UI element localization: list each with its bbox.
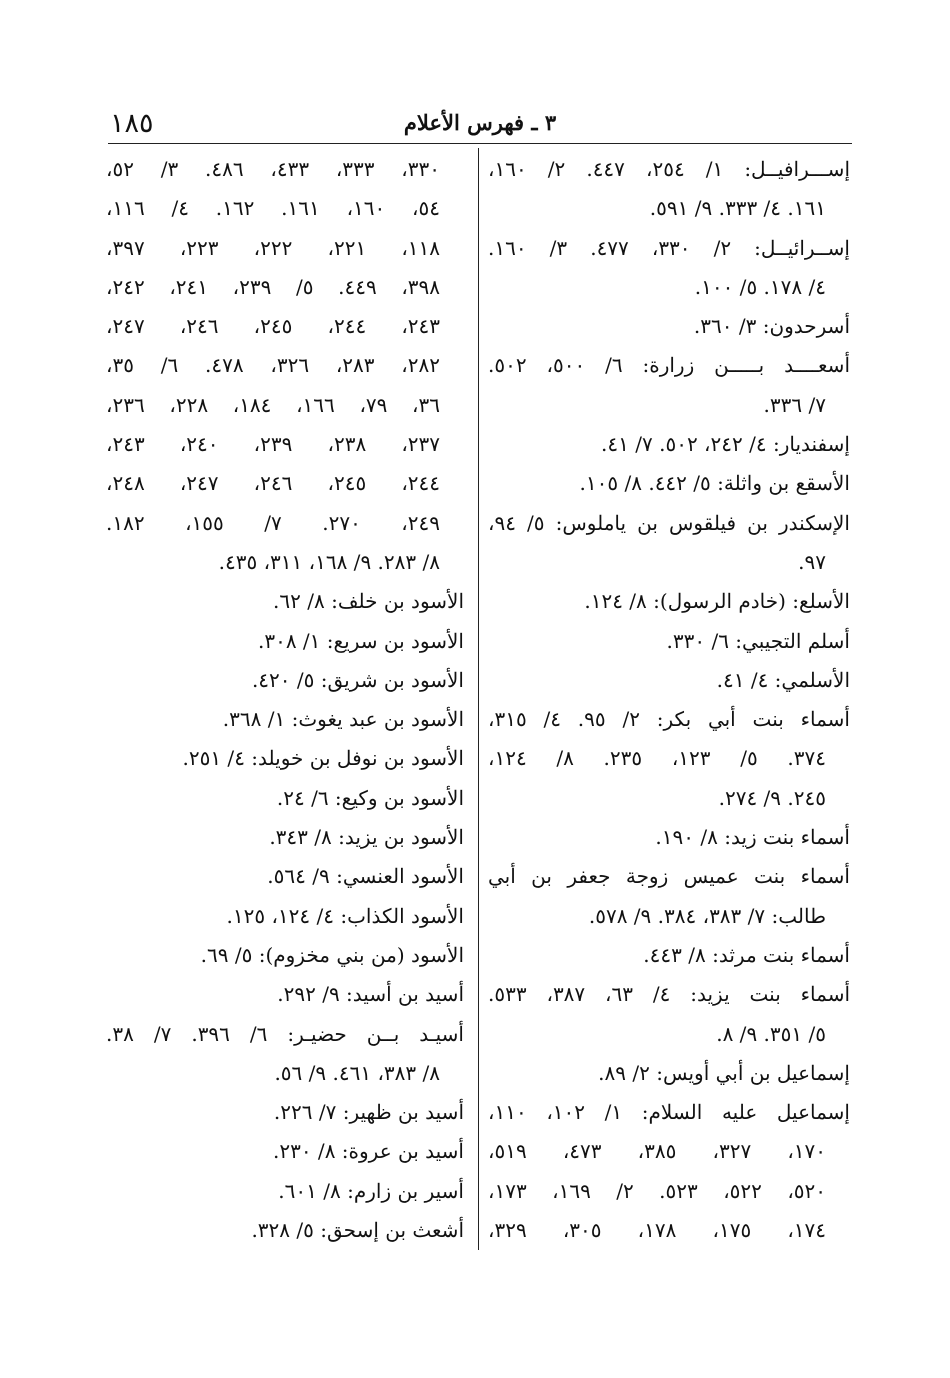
index-entry-continuation: ١٦١. ٤/ ٣٣٣. ٩/ ٥٩١.	[649, 196, 826, 221]
index-entry: الأسود بن خلف: ٨/ ٦٢.	[273, 589, 464, 614]
index-entry: أشعث بن إسحق: ٥/ ٣٢٨.	[251, 1218, 464, 1243]
index-entry-continuation: ٢٣٧، ٢٣٨، ٢٣٩، ٢٤٠، ٢٤٣،	[106, 432, 441, 457]
running-title: ٣ ـ فهرس الأعلام	[403, 110, 557, 135]
index-entry: أسعــــد بـــــن زرارة: ٦/ ٥٠٠، ٥٠٢.	[488, 353, 850, 378]
index-entry: الأسود بن شريق: ٥/ ٤٢٠.	[251, 667, 464, 692]
column-divider	[478, 148, 479, 1250]
index-entry-continuation: ٣٩٨، ٤٤٩. ٥/ ٢٣٩، ٢٤١، ٢٤٢،	[106, 274, 441, 299]
index-entry: أسماء بنت يزيد: ٤/ ٦٣، ٣٨٧، ٥٣٣.	[488, 982, 850, 1007]
index-entry: الإسكندر بن فيلقوس بن ياملوس: ٥/ ٩٤،	[488, 510, 850, 535]
header-rule	[108, 143, 852, 144]
index-entry-continuation: ٥٤، ١٦٠، ١٦١. ١٦٢. ٤/ ١١٦،	[106, 196, 440, 221]
index-entry: أسيد بن عروة: ٨/ ٢٣٠.	[272, 1139, 464, 1164]
index-entry: أسرحدون: ٣/ ٣٦٠.	[693, 314, 850, 339]
index-entry: أسماء بنت أبي بكر: ٢/ ٩٥. ٤/ ٣١٥،	[488, 707, 850, 732]
index-entry: أسماء بنت مرثد: ٨/ ٤٤٣.	[643, 942, 850, 967]
index-entry-continuation: ٢٤٤، ٢٤٥، ٢٤٦، ٢٤٧، ٢٤٨،	[106, 471, 441, 496]
index-entry: الأسقع بن واثلة: ٥/ ٤٤٢. ٨/ ١٠٥.	[579, 471, 850, 496]
index-entry: الأسود العنسي: ٩/ ٥٦٤.	[267, 864, 464, 889]
index-entry-continuation: ٢٨٢، ٢٨٣، ٣٢٦، ٤٧٨. ٦/ ٣٥،	[106, 353, 440, 378]
index-entry-continuation: ٥٢٠، ٥٢٢، ٥٢٣. ٢/ ١٦٩، ١٧٣،	[488, 1178, 827, 1203]
index-column-right	[488, 150, 850, 1250]
index-entry-continuation: ٣٧٤. ٥/ ١٢٣، ٢٣٥. ٨/ ١٢٤،	[488, 746, 826, 771]
index-entry-continuation: ٨/ ٢٨٣. ٩/ ١٦٨، ٣١١، ٤٣٥.	[218, 549, 440, 574]
index-entry: أسيد بن ظهير: ٧/ ٢٢٦.	[273, 1100, 464, 1125]
index-entry: الأسود بن يزيد: ٨/ ٣٤٣.	[269, 825, 464, 850]
index-entry-continuation: ٨/ ٣٨٣، ٤٦١. ٩/ ٥٦.	[274, 1060, 440, 1085]
index-entry: إســـرافيــل: ١/ ٢٥٤، ٤٤٧. ٢/ ١٦٠،	[488, 157, 850, 181]
index-entry: الأسلع: (خادم الرسول): ٨/ ١٢٤.	[584, 589, 850, 614]
index-entry-continuation: ٩٧.	[798, 549, 826, 574]
index-entry-continuation: طالب: ٧/ ٣٨٣، ٣٨٤. ٩/ ٥٧٨.	[588, 903, 826, 928]
index-entry-continuation: ٥/ ٣٥١. ٩/ ٨.	[716, 1021, 826, 1046]
index-entry: أسير بن زارم: ٨/ ٦٠١.	[278, 1178, 464, 1203]
index-entry-continuation: ٢٤٣، ٢٤٤، ٢٤٥، ٢٤٦، ٢٤٧،	[106, 314, 441, 339]
index-entry: إسماعيل بن أبي أويس: ٢/ ٨٩.	[598, 1060, 850, 1085]
index-entry: إسفنديار: ٤/ ٢٤٢، ٥٠٢. ٧/ ٤١.	[601, 432, 850, 457]
index-entry: إســرائيــل: ٢/ ٣٣٠، ٤٧٧. ٣/ ١٦٠.	[488, 235, 850, 260]
index-entry: أسيد بن أسيد: ٩/ ٢٩٢.	[277, 982, 464, 1007]
index-entry: الأسود بن وكيع: ٦/ ٢٤.	[276, 785, 464, 810]
index-entry-continuation: ١٧٠، ٣٢٧، ٣٨٥، ٤٧٣، ٥١٩،	[488, 1139, 827, 1164]
index-entry: الأسود بن سريع: ١/ ٣٠٨.	[257, 628, 464, 653]
index-entry: الأسود (من بني مخزوم): ٥/ ٦٩.	[200, 942, 464, 967]
index-entry: الأسود بن نوفل بن خويلد: ٤/ ٢٥١.	[182, 746, 464, 771]
index-entry-continuation: ١١٨، ٢٢١، ٢٢٢، ٢٢٣، ٣٩٧،	[106, 235, 441, 260]
index-entry: إسماعيل عليه السلام: ١/ ١٠٢، ١١٠،	[488, 1100, 850, 1125]
index-entry-continuation: ٤/ ١٧٨. ٥/ ١٠٠.	[694, 274, 826, 299]
index-entry: الأسلمي: ٤/ ٤١.	[716, 667, 850, 692]
index-entry-continuation: ٧/ ٣٣٦.	[763, 392, 826, 417]
page-header	[110, 104, 850, 144]
index-entry: أسماء بنت عميس زوجة جعفر بن أبي	[488, 864, 850, 889]
index-entry: الأسود بن عبد يغوث: ١/ ٣٦٨.	[222, 707, 464, 732]
index-entry-continuation: ٢٤٥. ٩/ ٢٧٤.	[718, 785, 826, 810]
index-entry: أسيـد بــن حضيـر: ٦/ ٣٩٦. ٧/ ٣٨.	[106, 1021, 464, 1046]
index-column-left	[106, 150, 464, 1250]
index-entry: أسماء بنت زيد: ٨/ ١٩٠.	[655, 825, 850, 850]
index-entry-continuation: ١٧٤، ١٧٥، ١٧٨، ٣٠٥، ٣٢٩،	[488, 1218, 827, 1243]
index-entry: أسلم التجيبي: ٦/ ٣٣٠.	[666, 628, 850, 653]
index-entry-continuation: ٣٦، ٧٩، ١٦٦، ١٨٤، ٢٢٨، ٢٣٦،	[106, 392, 440, 417]
index-entry-continuation: ٣٣٠، ٣٣٣، ٤٣٣، ٤٨٦. ٣/ ٥٢،	[106, 157, 440, 181]
index-entry: الأسود الكذاب: ٤/ ١٢٤، ١٢٥.	[226, 903, 464, 928]
index-entry-continuation: ٢٤٩، ٢٧٠. ٧/ ١٥٥، ١٨٢.	[106, 510, 440, 535]
page-number: ١٨٥	[110, 108, 154, 139]
